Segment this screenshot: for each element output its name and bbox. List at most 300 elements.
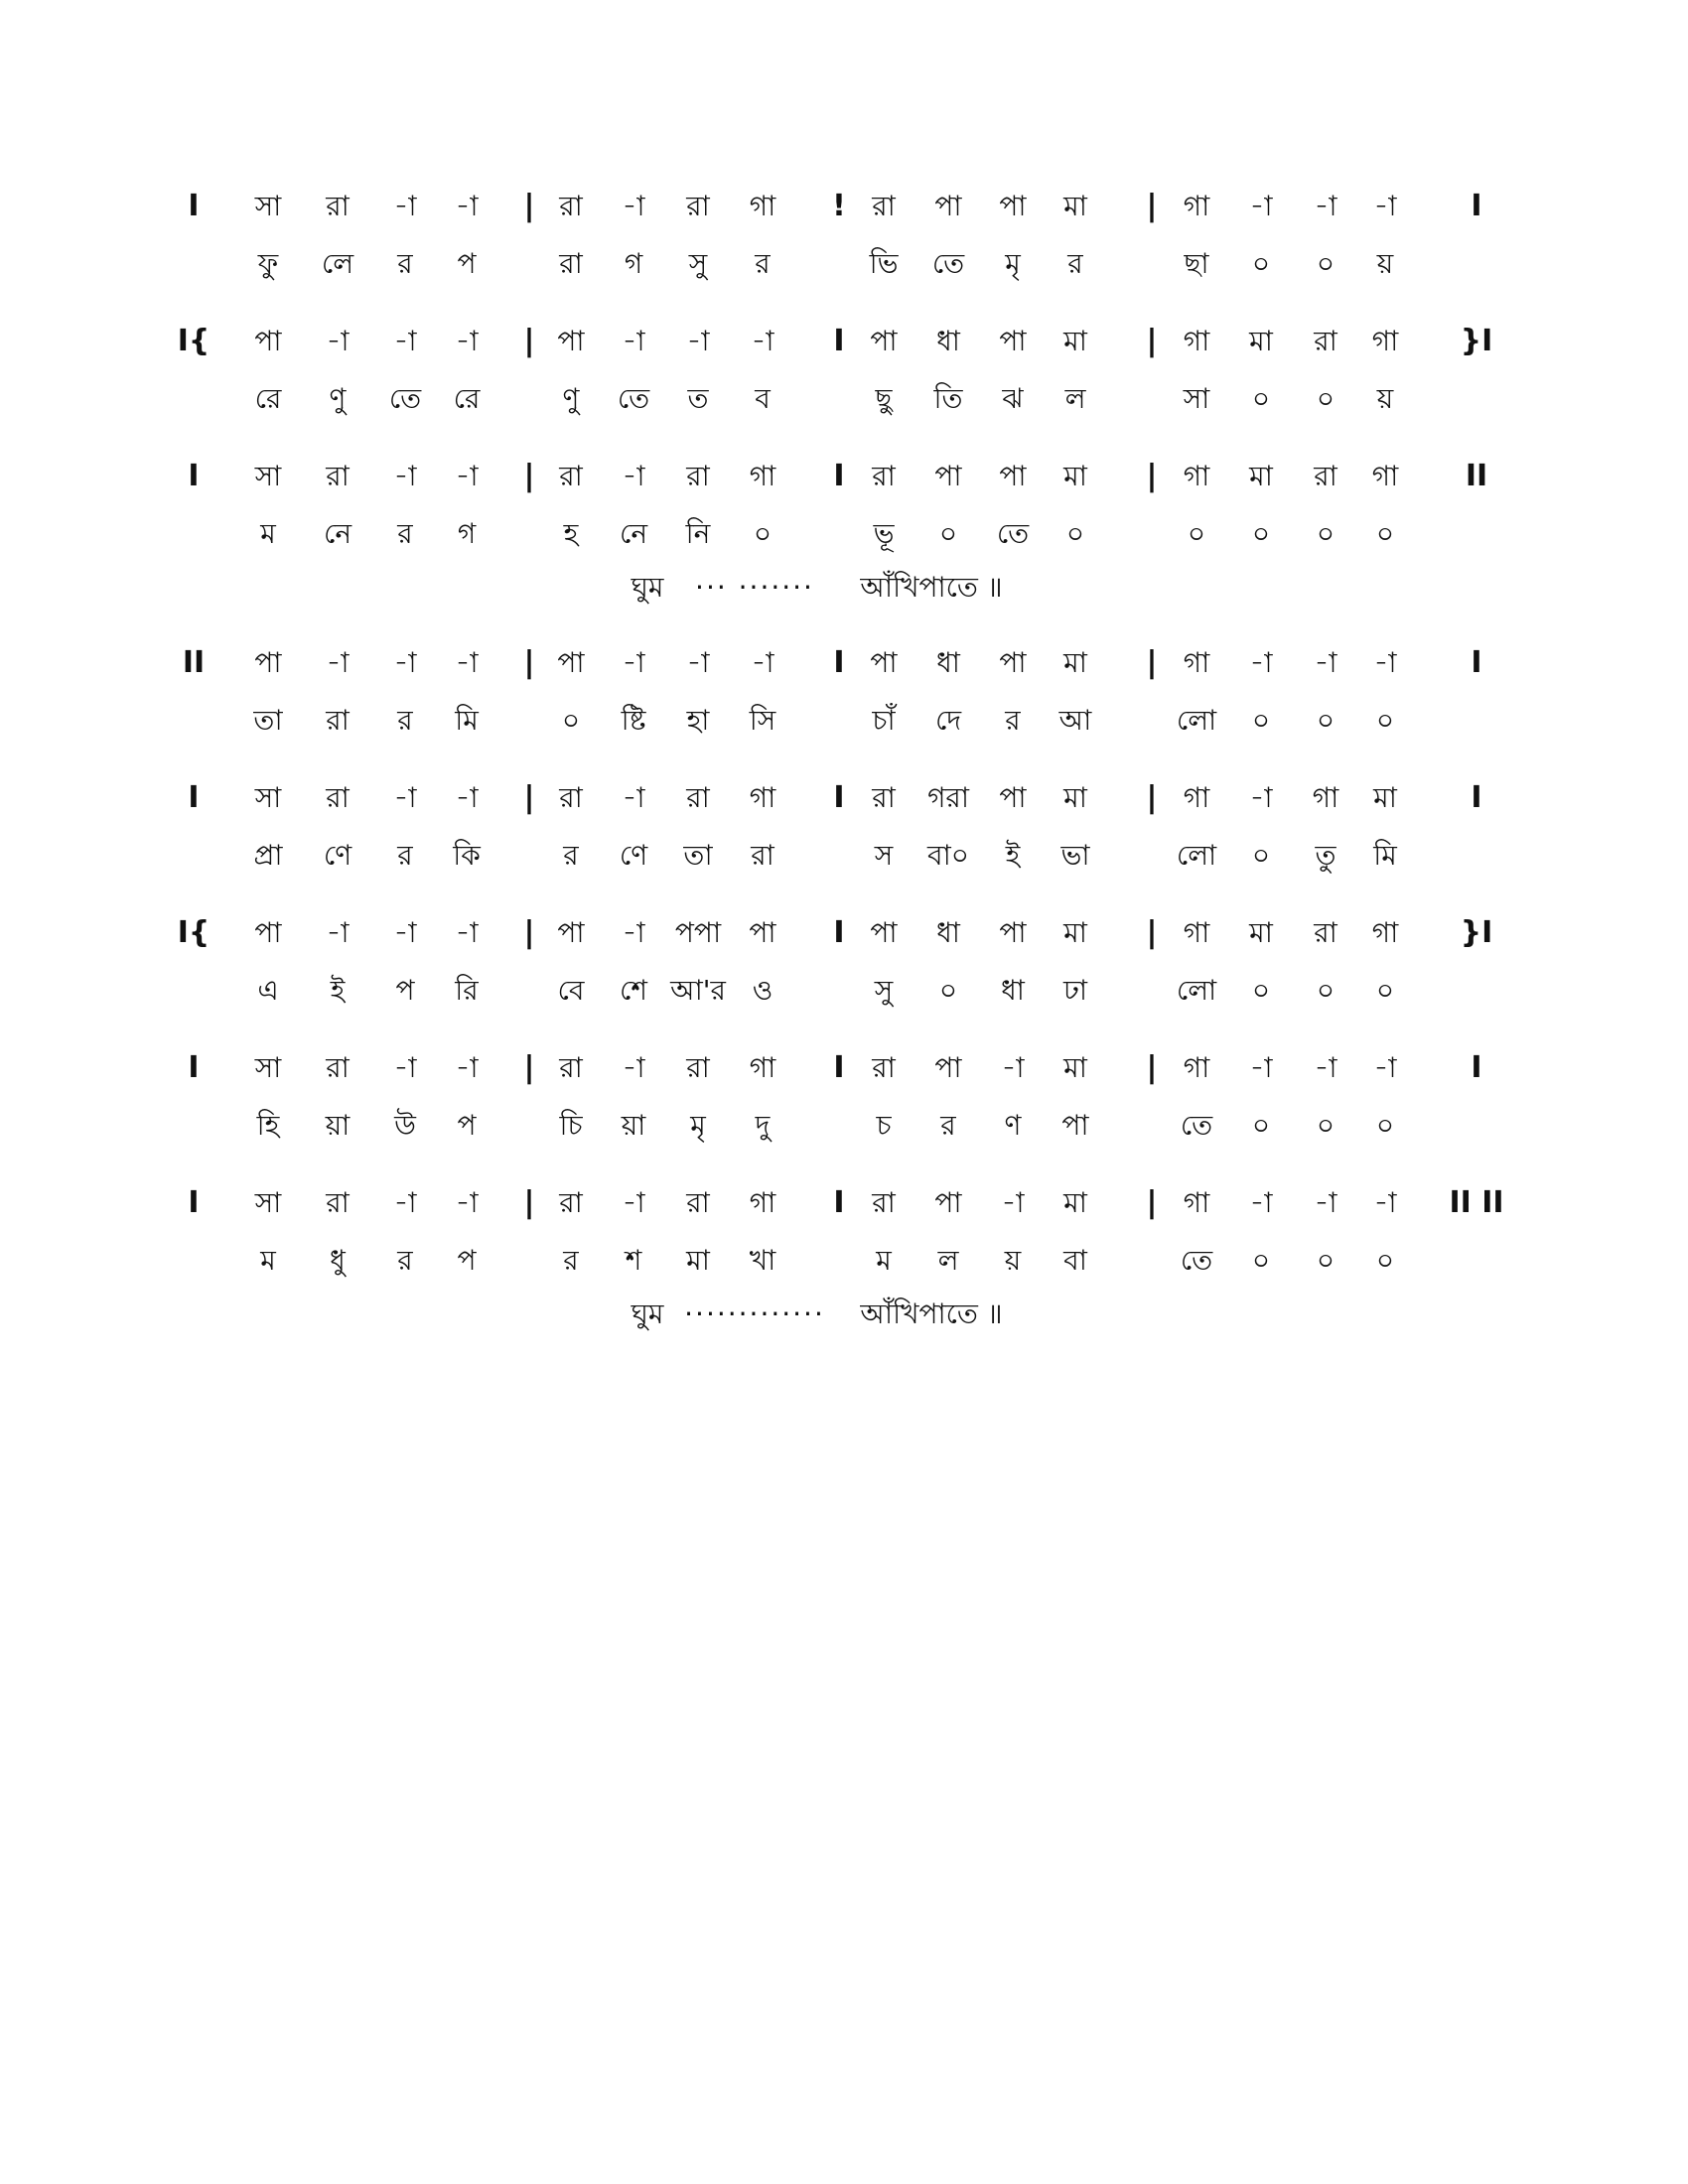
lyric-syllable: র — [397, 1244, 413, 1277]
lyric-syllable: ঝ — [1002, 382, 1024, 415]
lyric-syllable: তে — [1180, 1244, 1213, 1277]
lyric-syllable: শ — [625, 1244, 642, 1277]
note: -া — [1314, 190, 1337, 222]
lyric-syllable: নে — [323, 517, 352, 550]
note: পা — [999, 460, 1027, 492]
lyric-syllable: ণে — [619, 839, 648, 872]
bar-line: II II — [1449, 1185, 1504, 1220]
lyric-syllable: সা — [1183, 382, 1210, 415]
notation-row — [0, 449, 1688, 504]
lyric-syllable: ব — [755, 382, 771, 415]
lyric-syllable: হ — [563, 517, 579, 550]
lyric-syllable: স — [874, 839, 894, 872]
note: গা — [1183, 916, 1210, 949]
note: সা — [254, 190, 282, 222]
lyric-syllable: ০ — [1251, 839, 1271, 872]
note: -া — [1249, 1186, 1273, 1219]
note: রা — [326, 1186, 350, 1219]
note: -া — [622, 1051, 645, 1084]
bar-line: }I — [1460, 915, 1493, 950]
lyric-syllable: পা — [1061, 1109, 1089, 1142]
note: -া — [455, 781, 479, 814]
lyric-row — [0, 1098, 1688, 1154]
note: -া — [622, 646, 645, 679]
lyric-row — [0, 1233, 1688, 1289]
note: গা — [749, 460, 776, 492]
note: গা — [749, 781, 776, 814]
bar-line: | — [523, 915, 535, 950]
lyric-syllable: ০ — [938, 974, 958, 1007]
lyric-syllable: র — [1005, 704, 1021, 737]
note: মা — [1063, 916, 1087, 949]
notation-row — [0, 905, 1688, 961]
lyric-syllable: ০ — [1251, 382, 1271, 415]
lyric-syllable: ০ — [1251, 1244, 1271, 1277]
lyric-syllable: ণ — [1004, 1109, 1022, 1142]
lyric-syllable: ধা — [1001, 974, 1025, 1007]
lyric-syllable: নে — [619, 517, 648, 550]
bar-line: I — [1471, 189, 1482, 223]
bar-line: | — [1146, 189, 1158, 223]
lyric-syllable: সি — [749, 704, 776, 737]
note: গা — [1183, 190, 1210, 222]
note: সা — [254, 781, 282, 814]
bar-line: I — [833, 1050, 845, 1085]
lyric-row — [0, 236, 1688, 292]
note: গরা — [927, 781, 969, 814]
lyric-syllable: শে — [620, 974, 647, 1007]
lyric-syllable: তি — [933, 382, 963, 415]
lyric-syllable: ও — [752, 974, 774, 1007]
lyric-syllable: রা — [751, 839, 774, 872]
lyric-syllable: ছু — [875, 382, 893, 415]
lyric-syllable: ০ — [1251, 517, 1271, 550]
note: পা — [254, 646, 282, 679]
note: রা — [872, 460, 896, 492]
bar-line: | — [1146, 1050, 1158, 1085]
lyric-syllable: মৃ — [690, 1109, 706, 1142]
note: রা — [559, 1186, 583, 1219]
lyric-syllable: তা — [253, 704, 283, 737]
lyric-syllable: ০ — [1316, 1244, 1336, 1277]
lyric-syllable: সু — [688, 247, 708, 280]
bar-line: | — [1146, 459, 1158, 493]
lyric-syllable: ত — [687, 382, 709, 415]
note: গা — [1183, 460, 1210, 492]
note: গা — [1312, 781, 1339, 814]
note: মা — [1063, 325, 1087, 357]
lyric-syllable: রা — [326, 704, 350, 737]
lyric-syllable: ণু — [562, 382, 580, 415]
note: রা — [559, 190, 583, 222]
note: রা — [1314, 460, 1337, 492]
bar-line: I — [1471, 780, 1482, 815]
lyric-syllable: ০ — [1251, 247, 1271, 280]
lyric-syllable: ভা — [1060, 839, 1090, 872]
lyric-syllable: ০ — [1251, 974, 1271, 1007]
lyric-row — [0, 963, 1688, 1019]
note: -া — [326, 325, 350, 357]
lyric-syllable: ই — [330, 974, 346, 1007]
bar-line: II — [1465, 459, 1488, 493]
lyric-syllable: ০ — [1375, 1109, 1395, 1142]
lyric-syllable: ম — [876, 1244, 892, 1277]
lyric-syllable: ল — [1064, 382, 1086, 415]
note: রা — [686, 781, 710, 814]
lyric-syllable: এ — [257, 974, 279, 1007]
note: -া — [622, 1186, 645, 1219]
bar-line: | — [523, 189, 535, 223]
lyric-syllable: তে — [388, 382, 422, 415]
note: -া — [1373, 1051, 1397, 1084]
note: -া — [393, 916, 417, 949]
note: পা — [870, 646, 898, 679]
note: -া — [455, 646, 479, 679]
note: -া — [1249, 646, 1273, 679]
bar-line: II — [182, 645, 206, 680]
refrain-dots: ··· ······· — [695, 571, 814, 604]
lyric-syllable: চাঁ — [872, 704, 896, 737]
note: -া — [455, 460, 479, 492]
note: রা — [686, 460, 710, 492]
lyric-syllable: ভূ — [873, 517, 895, 550]
note: -া — [393, 646, 417, 679]
lyric-syllable: ০ — [1251, 1109, 1271, 1142]
lyric-syllable: ছা — [1184, 247, 1209, 280]
lyric-syllable: বা০ — [927, 839, 969, 872]
lyric-syllable: নি — [685, 517, 711, 550]
notation-row — [0, 1040, 1688, 1096]
note: পা — [999, 916, 1027, 949]
lyric-syllable: তা — [683, 839, 713, 872]
lyric-syllable: র — [397, 704, 413, 737]
note: পা — [999, 646, 1027, 679]
lyric-syllable: ফু — [257, 247, 279, 280]
note: সা — [254, 1186, 282, 1219]
note: রা — [872, 190, 896, 222]
lyric-syllable: তে — [617, 382, 650, 415]
lyric-row — [0, 828, 1688, 884]
note: মা — [1063, 781, 1087, 814]
bar-line: }I — [1460, 324, 1493, 358]
bar-line: I — [833, 1185, 845, 1220]
note: -া — [686, 646, 710, 679]
lyric-syllable: ০ — [1316, 974, 1336, 1007]
lyric-syllable: র — [563, 839, 579, 872]
lyric-syllable: ০ — [561, 704, 581, 737]
lyric-syllable: কি — [453, 839, 481, 872]
note: মা — [1063, 1051, 1087, 1084]
note: -া — [622, 916, 645, 949]
note: রা — [1314, 916, 1337, 949]
bar-line: I — [833, 780, 845, 815]
lyric-syllable: হি — [256, 1109, 280, 1142]
notation-row — [0, 1175, 1688, 1231]
note: রা — [872, 781, 896, 814]
note: পা — [557, 916, 585, 949]
note: পা — [934, 190, 962, 222]
lyric-syllable: মি — [455, 704, 479, 737]
lyric-syllable: ০ — [1065, 517, 1085, 550]
lyric-syllable: তু — [1315, 839, 1336, 872]
note: -া — [455, 916, 479, 949]
note: -া — [393, 190, 417, 222]
lyric-row — [0, 506, 1688, 562]
lyric-syllable: রি — [455, 974, 479, 1007]
notation-row — [0, 770, 1688, 826]
bar-line: | — [523, 645, 535, 680]
lyric-syllable: প্রা — [253, 839, 283, 872]
lyric-syllable: তে — [931, 247, 965, 280]
bar-line: | — [523, 1050, 535, 1085]
lyric-syllable: রে — [453, 382, 481, 415]
bar-line: I — [833, 915, 845, 950]
refrain-word: ঘুম — [631, 1297, 664, 1330]
bar-line: I — [1471, 1050, 1482, 1085]
lyric-syllable: ০ — [753, 517, 773, 550]
note: মা — [1063, 190, 1087, 222]
note: পা — [934, 460, 962, 492]
bar-line: I{ — [177, 324, 211, 358]
lyric-syllable: ঢা — [1063, 974, 1087, 1007]
notation-row — [0, 179, 1688, 234]
lyric-syllable: র — [397, 839, 413, 872]
lyric-syllable: আ — [1058, 704, 1092, 737]
bar-line: I — [188, 1185, 200, 1220]
bar-line: I — [188, 780, 200, 815]
lyric-syllable: র — [1067, 247, 1083, 280]
note: -া — [1249, 781, 1273, 814]
note: -া — [1249, 1051, 1273, 1084]
lyric-syllable: মা — [686, 1244, 710, 1277]
lyric-row — [0, 693, 1688, 749]
note: রা — [326, 1051, 350, 1084]
note: -া — [1314, 1186, 1337, 1219]
note: মা — [1063, 646, 1087, 679]
lyric-syllable: য়া — [325, 1109, 351, 1142]
bar-line: I — [188, 1050, 200, 1085]
lyric-syllable: রে — [254, 382, 282, 415]
note: গা — [1183, 1051, 1210, 1084]
lyric-syllable: চি — [559, 1109, 583, 1142]
lyric-syllable: ষ্টি — [621, 704, 646, 737]
note: -া — [622, 325, 645, 357]
refrain-word: ঘুম — [631, 571, 664, 604]
refrain-dots: ············· — [684, 1297, 825, 1330]
note: গা — [1371, 916, 1399, 949]
lyric-syllable: ০ — [1375, 704, 1395, 737]
lyric-syllable: ণু — [329, 382, 347, 415]
notation-row — [0, 635, 1688, 691]
lyric-syllable: য় — [1376, 382, 1394, 415]
bar-line: I — [833, 324, 845, 358]
bar-line: | — [1146, 324, 1158, 358]
bar-line: | — [1146, 780, 1158, 815]
note: রা — [559, 1051, 583, 1084]
lyric-syllable: প — [457, 247, 477, 280]
lyric-syllable: ০ — [1316, 247, 1336, 280]
lyric-row — [0, 371, 1688, 427]
lyric-syllable: ল — [937, 1244, 959, 1277]
lyric-syllable: ০ — [1251, 704, 1271, 737]
note: পপা — [674, 916, 722, 949]
note: পা — [999, 325, 1027, 357]
note: -া — [393, 1186, 417, 1219]
note: রা — [872, 1186, 896, 1219]
note: -া — [455, 325, 479, 357]
note: পা — [557, 646, 585, 679]
bar-line: I — [833, 459, 845, 493]
lyric-syllable: ম — [260, 517, 276, 550]
note: পা — [999, 190, 1027, 222]
lyric-syllable: ০ — [1316, 382, 1336, 415]
lyric-syllable: হা — [686, 704, 710, 737]
lyric-syllable: র — [397, 517, 413, 550]
lyric-syllable: গ — [457, 517, 477, 550]
note: -া — [1001, 1051, 1025, 1084]
note: রা — [686, 1051, 710, 1084]
bar-line: | — [1146, 915, 1158, 950]
note: -া — [1001, 1186, 1025, 1219]
lyric-syllable: ০ — [1316, 704, 1336, 737]
lyric-syllable: সু — [874, 974, 894, 1007]
lyric-syllable: আ'র — [670, 974, 726, 1007]
note: -া — [751, 646, 774, 679]
lyric-syllable: দু — [755, 1109, 771, 1142]
lyric-syllable: লে — [321, 247, 354, 280]
bar-line: I — [833, 645, 845, 680]
note: মা — [1249, 916, 1273, 949]
note: -া — [393, 460, 417, 492]
note: -া — [751, 325, 774, 357]
note: -া — [393, 781, 417, 814]
refrain-word: আঁখিপাতে ॥ — [860, 1297, 1003, 1330]
lyric-syllable: ভি — [869, 247, 899, 280]
note: রা — [872, 1051, 896, 1084]
note: পা — [934, 1186, 962, 1219]
lyric-syllable: মি — [1373, 839, 1397, 872]
note: -া — [393, 325, 417, 357]
note: -া — [1314, 646, 1337, 679]
refrain-line — [0, 1287, 1688, 1342]
lyric-syllable: য়া — [621, 1109, 646, 1142]
note: পা — [254, 325, 282, 357]
note: গা — [749, 1186, 776, 1219]
lyric-syllable: মৃ — [1005, 247, 1021, 280]
note: ধা — [936, 646, 960, 679]
note: সা — [254, 460, 282, 492]
note: পা — [254, 916, 282, 949]
note: গা — [1183, 1186, 1210, 1219]
note: গা — [1371, 325, 1399, 357]
bar-line: I — [188, 189, 200, 223]
lyric-syllable: ০ — [1316, 1109, 1336, 1142]
note: -া — [326, 916, 350, 949]
note: -া — [393, 1051, 417, 1084]
note: রা — [686, 1186, 710, 1219]
lyric-syllable: প — [457, 1109, 477, 1142]
note: গা — [749, 1051, 776, 1084]
lyric-syllable: বা — [1063, 1244, 1087, 1277]
lyric-syllable: তে — [1180, 1109, 1213, 1142]
note: -া — [1373, 1186, 1397, 1219]
note: -া — [686, 325, 710, 357]
note: সা — [254, 1051, 282, 1084]
lyric-syllable: গ — [624, 247, 643, 280]
lyric-syllable: প — [395, 974, 415, 1007]
note: গা — [1371, 460, 1399, 492]
lyric-syllable: ০ — [1375, 517, 1395, 550]
lyric-syllable: ০ — [1187, 517, 1206, 550]
bar-line: ! — [832, 189, 846, 223]
bar-line: | — [1146, 1185, 1158, 1220]
note: গা — [1183, 325, 1210, 357]
lyric-syllable: ০ — [1375, 1244, 1395, 1277]
note: -া — [1373, 190, 1397, 222]
lyric-syllable: ই — [1005, 839, 1021, 872]
note: গা — [749, 190, 776, 222]
lyric-syllable: উ — [394, 1109, 416, 1142]
note: পা — [934, 1051, 962, 1084]
lyric-syllable: র — [563, 1244, 579, 1277]
note: -া — [1249, 190, 1273, 222]
note: রা — [326, 190, 350, 222]
lyric-syllable: লো — [1176, 839, 1217, 872]
note: পা — [749, 916, 776, 949]
notation-row — [0, 314, 1688, 369]
note: -া — [622, 190, 645, 222]
bar-line: | — [1146, 645, 1158, 680]
note: গা — [1183, 646, 1210, 679]
bar-line: | — [523, 459, 535, 493]
note: রা — [559, 460, 583, 492]
lyric-syllable: র — [940, 1109, 956, 1142]
bar-line: | — [523, 780, 535, 815]
lyric-syllable: লো — [1176, 704, 1217, 737]
note: -া — [1314, 1051, 1337, 1084]
note: -া — [326, 646, 350, 679]
note: ধা — [936, 916, 960, 949]
note: পা — [557, 325, 585, 357]
note: ধা — [936, 325, 960, 357]
bar-line: I{ — [177, 915, 211, 950]
note: -া — [1373, 646, 1397, 679]
note: রা — [326, 460, 350, 492]
lyric-syllable: য় — [1376, 247, 1394, 280]
lyric-syllable: তে — [996, 517, 1030, 550]
lyric-syllable: প — [457, 1244, 477, 1277]
note: রা — [1314, 325, 1337, 357]
note: মা — [1249, 460, 1273, 492]
bar-line: | — [523, 324, 535, 358]
note: পা — [870, 325, 898, 357]
lyric-syllable: রা — [559, 247, 583, 280]
lyric-syllable: ০ — [1375, 974, 1395, 1007]
note: মা — [1063, 1186, 1087, 1219]
refrain-word: আঁখিপাতে ॥ — [860, 571, 1003, 604]
note: গা — [1183, 781, 1210, 814]
note: -া — [455, 1186, 479, 1219]
lyric-syllable: ণে — [323, 839, 352, 872]
lyric-syllable: চ — [876, 1109, 892, 1142]
note: -া — [622, 460, 645, 492]
lyric-syllable: ধু — [330, 1244, 346, 1277]
refrain-line — [0, 560, 1688, 615]
bar-line: | — [523, 1185, 535, 1220]
lyric-syllable: ০ — [938, 517, 958, 550]
lyric-syllable: ম — [260, 1244, 276, 1277]
lyric-syllable: য় — [1004, 1244, 1022, 1277]
